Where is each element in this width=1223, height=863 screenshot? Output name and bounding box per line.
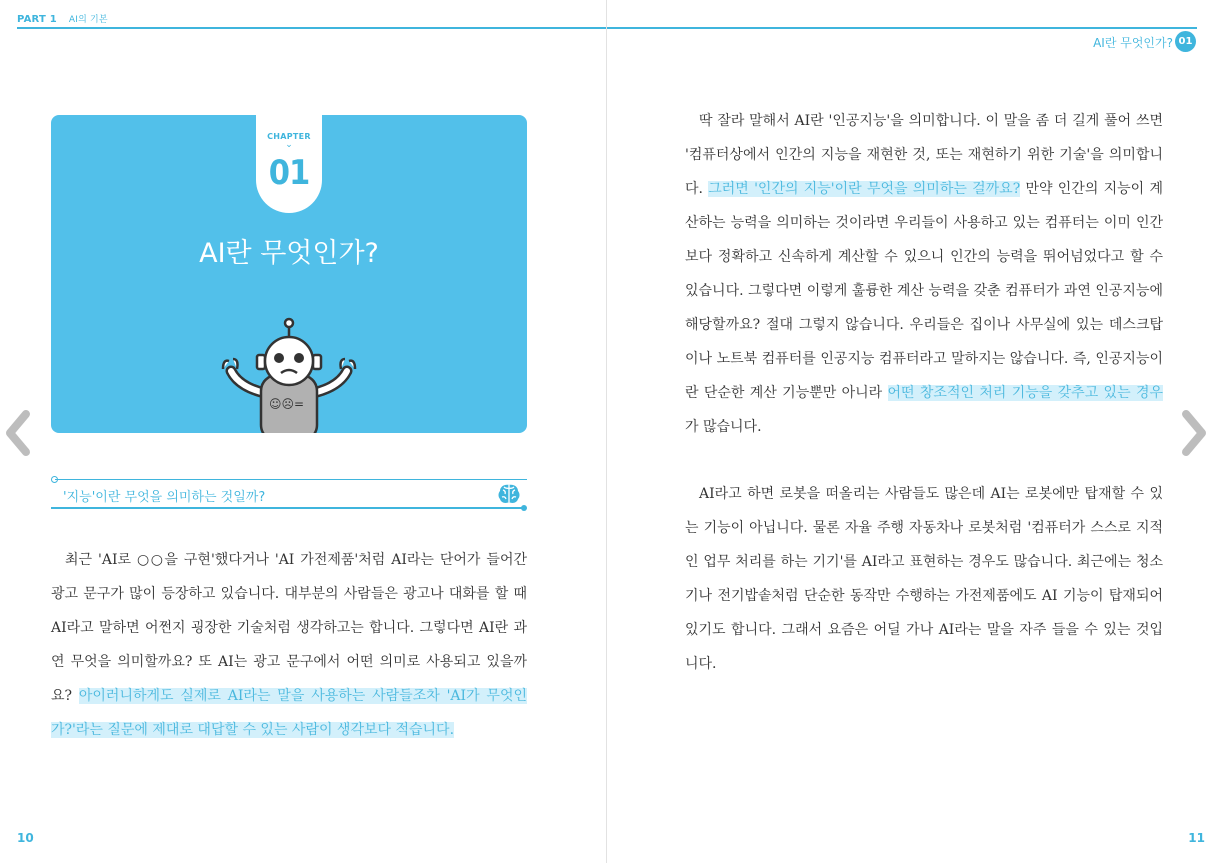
chapter-tab-label: CHAPTER [267,132,311,141]
paragraph-text: 가 많습니다. [685,419,762,435]
page-number-left: 10 [17,831,34,845]
chapter-number-badge: 01 [1175,31,1196,52]
paragraph-text: 만약 인간의 지능이 계산하는 능력을 의미하는 것이라면 우리들이 사용하고 있는 컴퓨터는 이미 인간보다 정확하고 신속하게 계산할 수 있으니 인간의 능력을 뛰어넘었다고 할 수 있습니다. 그렇다면 이렇게 훌륭한 계산 능력을 갖춘 컴퓨터가 과연 인공지능에 해당할까요? 절대 그렇지 않습니다. 우리들은 집이나 사무실에 있는 데스크탑이나 노트북 컴퓨터를 인공지능 컴퓨터라고 말하지는 않습니다. 즉, 인공지능이란 단순한 계산 기능뿐만 아니라 [685,181,1163,401]
section-heading-rule-top [55,479,527,480]
chapter-tab [256,115,322,213]
paragraph [51,543,527,747]
chapter-title: AI란 무엇인가? [199,238,379,269]
section-heading-rule-bottom [51,507,523,509]
right-body-text-2 [685,477,1163,681]
robot-chest-panel: ☺☹= [269,397,305,411]
left-body-text [51,543,527,747]
page-number-right: 11 [1188,831,1205,845]
paragraph [685,104,1163,444]
section-heading [51,476,527,510]
section-title: '지능'이란 무엇을 의미하는 것일까? [63,490,266,505]
part-label: PART 1 [17,14,57,25]
running-header-left [17,12,108,25]
chapter-number: 01 [268,153,310,193]
header-rule-left [17,27,606,29]
left-page [0,0,606,863]
robot-illustration [217,315,361,433]
chevron-left-icon[interactable] [2,408,32,458]
highlighted-text: 아이러니하게도 실제로 AI라는 말을 사용하는 사람들조차 'AI가 무엇인가?'라는 질문에 제대로 대답할 수 있는 사람이 생각보다 적습니다. [51,688,527,738]
part-title: AI의 기본 [68,15,108,25]
chapter-card [51,115,527,433]
header-rule-right [607,27,1197,29]
highlighted-text: 어떤 창조적인 처리 기능을 갖추고 있는 경우 [887,385,1163,401]
right-body-text [685,104,1163,444]
section-heading-dot-end [521,505,527,511]
chevron-down-icon: ⌄ [285,140,293,150]
paragraph-text: 최근 'AI로 ○○을 구현'했다거나 'AI 가전제품'처럼 AI라는 단어가 들어간 광고 문구가 많이 등장하고 있습니다. 대부분의 사람들은 광고나 대화를 할 때 AI라고 말하면 어쩐지 굉장한 기술처럼 생각하고는 합니다. 그렇다면 AI란 과연 무엇을 의미할까요? 또 AI는 광고 문구에서 어떤 의미로 사용되고 있을까요? [51,552,527,704]
paragraph: AI라고 하면 로봇을 떠올리는 사람들도 많은데 AI는 로봇에만 탑재할 수 있는 기능이 아닙니다. 물론 자율 주행 자동차나 로봇처럼 '컴퓨터가 스스로 지적인 업무 처리를 하는 기기'를 AI라고 표현하는 경우도 많습니다. 최근에는 청소기나 전기밥솥처럼 단순한 동작만 수행하는 가전제품에도 AI 기능이 탑재되어 있기도 합니다. 그래서 요즘은 어딜 가나 AI라는 말을 자주 들을 수 있는 것입니다. [685,486,1163,672]
running-header-right: AI란 무엇인가? [1093,36,1173,50]
chevron-right-icon[interactable] [1180,408,1210,458]
highlighted-text: 그러면 '인간의 지능'이란 무엇을 의미하는 걸까요? [708,181,1021,197]
brain-icon [497,483,521,509]
paragraph-text: 딱 잘라 말해서 AI란 '인공지능'을 의미합니다. 이 말을 좀 더 길게 풀어 쓰면 '컴퓨터상에서 인간의 지능을 재현한 것, 또는 재현하기 위한 기술'을 의미합니다. [685,113,1163,197]
